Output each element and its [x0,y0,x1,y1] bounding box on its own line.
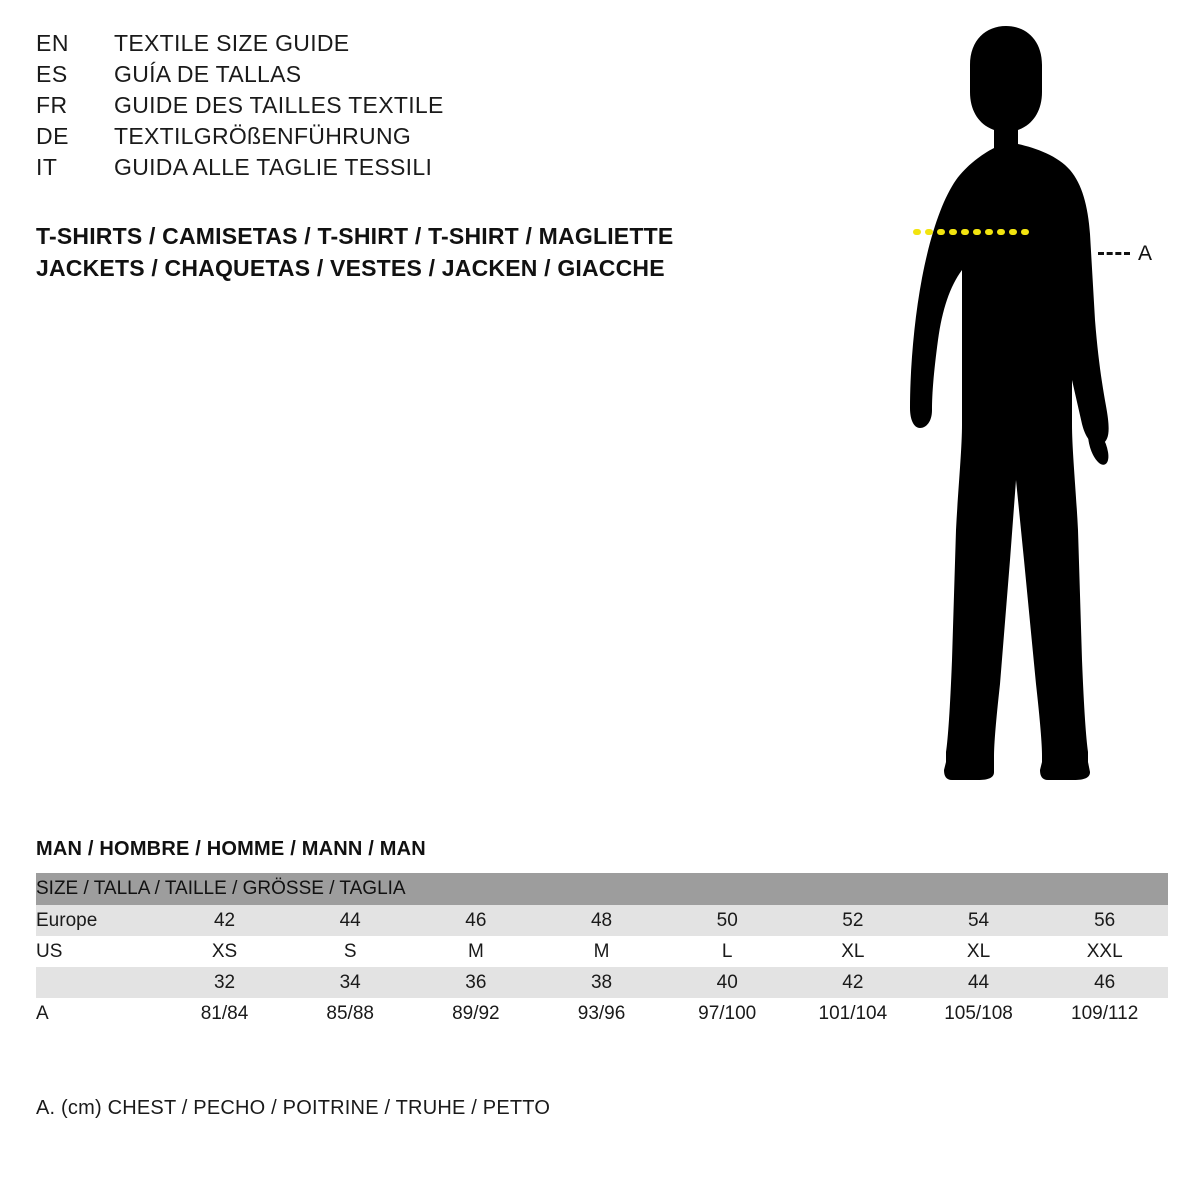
language-row [36,92,756,123]
cell-value: 40 [664,967,790,998]
language-title: GUIDA ALLE TAGLIE TESSILI [114,154,433,180]
figure-block [820,20,1190,790]
language-row [36,30,756,61]
category-tshirts: T-SHIRTS / CAMISETAS / T-SHIRT / T-SHIRT / MAGLIETTE [36,223,674,249]
cell-value: S [287,936,413,967]
measure-leader-line [1098,252,1130,255]
language-code: EN [36,30,69,56]
language-code: DE [36,123,69,149]
cell-value: XL [790,936,916,967]
table-row [36,936,1168,967]
table-row [36,905,1168,936]
language-code: FR [36,92,68,118]
cell-value: 44 [287,905,413,936]
cell-value: 32 [162,967,288,998]
cell-value: L [664,936,790,967]
measure-label-a: A [1138,242,1153,265]
cell-value: 46 [413,905,539,936]
cell-value: 81/84 [162,998,288,1029]
size-table-section [36,838,1168,1029]
cell-value: 54 [916,905,1042,936]
table-row [36,998,1168,1029]
cell-value: 34 [287,967,413,998]
cell-value: 46 [1041,967,1168,998]
row-label: Europe [36,905,162,936]
category-jackets: JACKETS / CHAQUETAS / VESTES / JACKEN / GIACCHE [36,255,665,281]
cell-value: 48 [539,905,665,936]
row-label [36,967,162,998]
category-block [36,220,796,284]
cell-value: 101/104 [790,998,916,1029]
cell-value: 89/92 [413,998,539,1029]
cell-value: XL [916,936,1042,967]
table-row [36,967,1168,998]
cell-value: XS [162,936,288,967]
language-row [36,154,756,185]
cell-value: 52 [790,905,916,936]
language-title: GUÍA DE TALLAS [114,61,302,87]
table-header-label: SIZE / TALLA / TAILLE / GRÖSSE / TAGLIA [36,873,1168,905]
language-title: GUIDE DES TAILLES TEXTILE [114,92,444,118]
cell-value: 50 [664,905,790,936]
cell-value: 42 [162,905,288,936]
cell-value: XXL [1041,936,1168,967]
cell-value: M [539,936,665,967]
cell-value: 97/100 [664,998,790,1029]
table-caption-man: MAN / HOMBRE / HOMME / MANN / MAN [36,838,426,860]
language-code: ES [36,61,68,87]
language-row [36,61,756,92]
cell-value: 56 [1041,905,1168,936]
language-title: TEXTILGRÖßENFÜHRUNG [114,123,412,149]
man-silhouette-icon [820,20,1190,790]
cell-value: 93/96 [539,998,665,1029]
cell-value: 109/112 [1041,998,1168,1029]
footnote-chest: A. (cm) CHEST / PECHO / POITRINE / TRUHE / PETTO [36,1097,551,1119]
cell-value: 105/108 [916,998,1042,1029]
table-header-row [36,873,1168,905]
row-label: US [36,936,162,967]
row-label: A [36,998,162,1029]
language-code: IT [36,154,58,180]
cell-value: 85/88 [287,998,413,1029]
language-title: TEXTILE SIZE GUIDE [114,30,350,56]
cell-value: M [413,936,539,967]
cell-value: 44 [916,967,1042,998]
language-header-block [36,30,756,185]
cell-value: 36 [413,967,539,998]
cell-value: 42 [790,967,916,998]
language-row [36,123,756,154]
size-table [36,873,1168,1029]
cell-value: 38 [539,967,665,998]
